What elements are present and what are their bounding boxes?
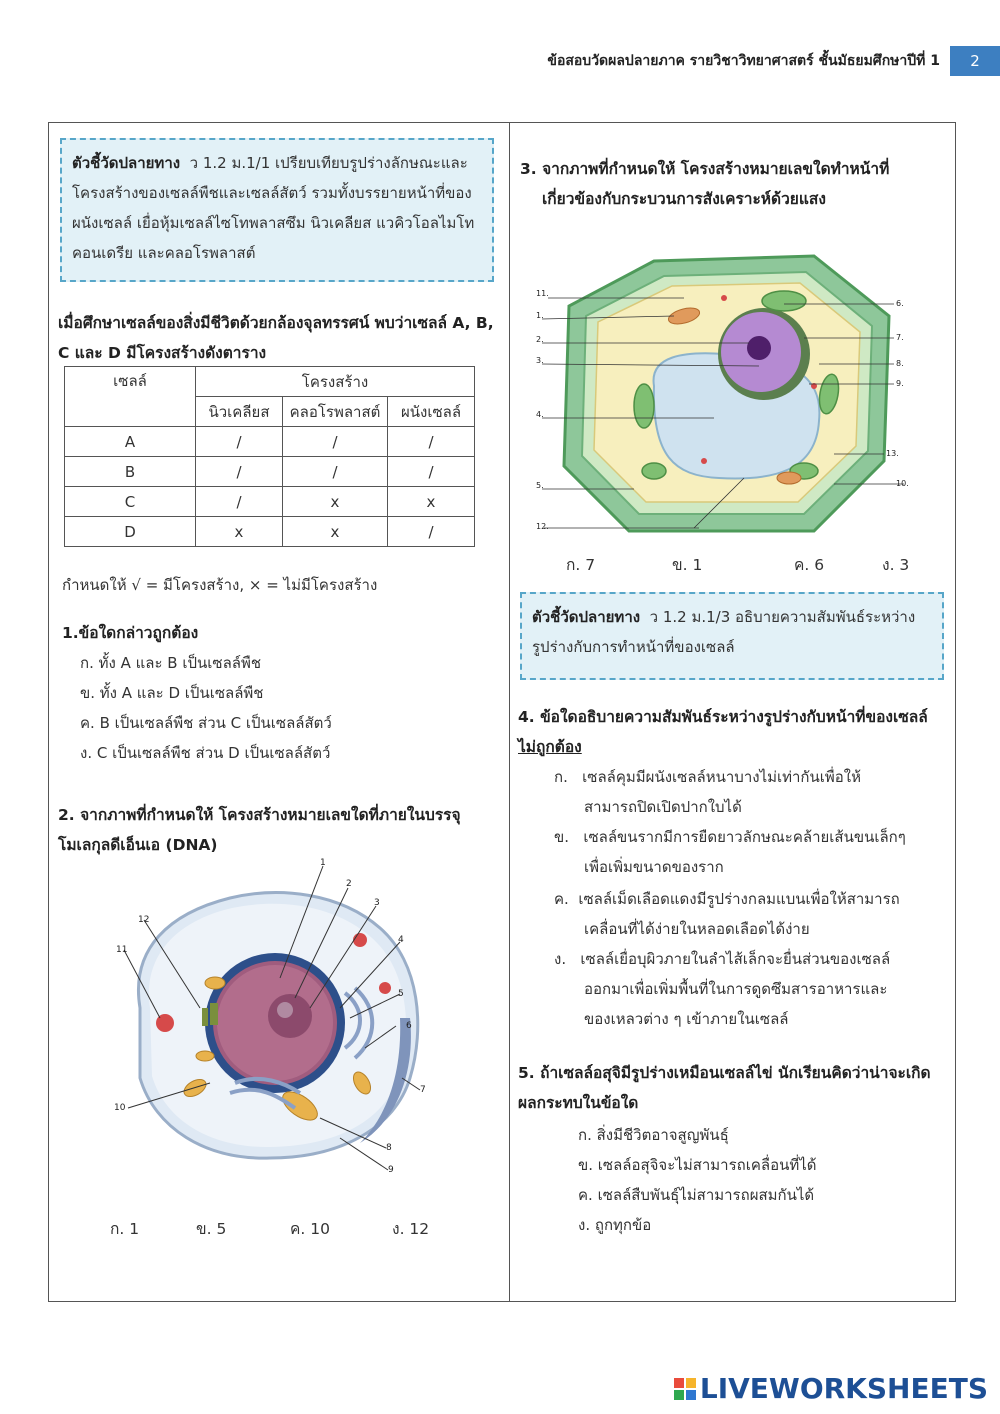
q4-question-text: 4. ข้อใดอธิบายความสัมพันธ์ระหว่างรูปร่างกับหน้าที่ของเซลล์ xyxy=(518,708,928,726)
row-value: x xyxy=(388,487,475,517)
q2-choice-d[interactable]: ง. 12 xyxy=(392,1220,430,1238)
diagram-label: 3 xyxy=(374,898,380,908)
q4-option-a[interactable] xyxy=(554,762,861,792)
q4-option-d[interactable] xyxy=(554,944,890,974)
column-divider xyxy=(509,122,510,1302)
diagram-label: 11. xyxy=(536,289,549,298)
row-value: / xyxy=(283,427,388,457)
row-value: x xyxy=(283,487,388,517)
option-text-cont: ของเหลวต่าง ๆ เข้าภายในเซลล์ xyxy=(584,1010,789,1028)
option-key: ง. xyxy=(554,950,567,968)
row-cell-name: D xyxy=(65,517,196,547)
option-text-cont: เพื่อเพิ่มขนาดของราก xyxy=(584,858,724,876)
indicator-text: ว 1.2 ม.1/1 เปรียบเทียบรูปร่างลักษณะและโครงสร้างของเซลล์พืชและเซลล์สัตว์ รวมทั้งบรรยายหน้าที่ของผนังเซลล์ เยื่อหุ้มเซลล์ไซโทพลาสซึม นิวเคลียส แวคิวโอลไมโทคอนเดรีย และคลอโรพลาสต์ xyxy=(72,154,475,262)
table-row xyxy=(65,487,475,517)
header-structure: โครงสร้าง xyxy=(196,367,475,397)
header-chloroplast: คลอโรพลาสต์ xyxy=(283,397,388,427)
q3-choice-d[interactable]: ง. 3 xyxy=(882,556,910,574)
option-key: ข. xyxy=(554,828,570,846)
q1-option-b[interactable]: ข. ทั้ง A และ D เป็นเซลล์พืช xyxy=(80,684,264,702)
diagram-label: 7. xyxy=(896,333,904,342)
page-number: 2 xyxy=(950,46,1000,76)
table-legend: กำหนดให้ √ = มีโครงสร้าง, × = ไม่มีโครงสร้าง xyxy=(62,576,378,594)
page-header xyxy=(0,46,1000,76)
q5-option-b[interactable]: ข. เซลล์อสุจิจะไม่สามารถเคลื่อนที่ได้ xyxy=(578,1156,817,1174)
indicator-box-2 xyxy=(520,592,944,680)
brand-text: LIVEWORKSHEETS xyxy=(699,1372,988,1405)
header-cell-wall: ผนังเซลล์ xyxy=(388,397,475,427)
q4-question-negation: ไม่ถูกต้อง xyxy=(518,738,582,756)
diagram-label: 8. xyxy=(896,359,904,368)
row-value: / xyxy=(388,457,475,487)
option-text-cont: ออกมาเพื่อเพิ่มพื้นที่ในการดูดซึมสารอาหารและ xyxy=(584,980,888,998)
diagram-label: 6 xyxy=(406,1021,412,1031)
option-text: เซลล์เม็ดเลือดแดงมีรูปร่างกลมแบนเพื่อให้สามารถ xyxy=(578,890,900,908)
row-value: x xyxy=(196,517,283,547)
q5-option-d[interactable]: ง. ถูกทุกข้อ xyxy=(578,1216,652,1234)
option-key: ก. xyxy=(554,768,568,786)
q2-question: 2. จากภาพที่กำหนดให้ โครงสร้างหมายเลขใดที่ภายในบรรจุโมเลกุลดีเอ็นเอ (DNA) xyxy=(58,806,461,854)
diagram-label: 9. xyxy=(896,379,904,388)
option-text-cont: สามารถปิดเปิดปากใบได้ xyxy=(584,798,742,816)
diagram-label: 4. xyxy=(536,410,544,419)
q4-option-b[interactable] xyxy=(554,822,906,852)
diagram-label: 12 xyxy=(138,915,150,925)
row-cell-name: B xyxy=(65,457,196,487)
header-nucleus: นิวเคลียส xyxy=(196,397,283,427)
q4-question xyxy=(518,702,948,762)
row-value: / xyxy=(283,457,388,487)
option-key: ค. xyxy=(554,890,569,908)
q3-question-line2: เกี่ยวข้องกับกระบวนการสังเคราะห์ด้วยแสง xyxy=(542,190,826,208)
table-row xyxy=(65,517,475,547)
q1-question: 1.ข้อใดกล่าวถูกต้อง xyxy=(62,624,199,642)
diagram-label: 3. xyxy=(536,356,544,365)
indicator-text: ว 1.2 ม.1/3 อธิบายความสัมพันธ์ระหว่างรูปร่างกับการทำหน้าที่ของเซลล์ xyxy=(532,608,916,656)
diagram-label: 6. xyxy=(896,299,904,308)
diagram-label: 1 xyxy=(320,858,326,868)
table-row xyxy=(65,457,475,487)
diagram-label: 5. xyxy=(536,481,544,490)
row-value: / xyxy=(388,427,475,457)
q3-choice-a[interactable]: ก. 7 xyxy=(566,556,596,574)
option-text: เซลล์คุมมีผนังเซลล์หนาบางไม่เท่ากันเพื่อให้ xyxy=(582,768,862,786)
q4-option-c[interactable] xyxy=(554,884,900,914)
option-text-cont: เคลื่อนที่ได้ง่ายในหลอดเลือดได้ง่าย xyxy=(584,920,810,938)
q5-option-c[interactable]: ค. เซลล์สืบพันธุ์ไม่สามารถผสมกันได้ xyxy=(578,1186,815,1204)
q3-choice-c[interactable]: ค. 6 xyxy=(794,556,825,574)
row-value: / xyxy=(196,457,283,487)
diagram-label: 10. xyxy=(896,479,909,488)
row-value: / xyxy=(196,427,283,457)
exam-title: ข้อสอบวัดผลปลายภาค รายวิชาวิทยาศาสตร์ ชั้นมัธยมศึกษาปีที่ 1 xyxy=(547,53,940,69)
diagram-label: 4 xyxy=(398,935,404,945)
diagram-label: 2 xyxy=(346,879,352,889)
row-value: / xyxy=(388,517,475,547)
indicator-label: ตัวชี้วัดปลายทาง xyxy=(72,154,181,172)
diagram-label: 8 xyxy=(386,1143,392,1153)
row-cell-name: A xyxy=(65,427,196,457)
q2-choice-b[interactable]: ข. 5 xyxy=(196,1220,227,1238)
q2-choice-a[interactable]: ก. 1 xyxy=(110,1220,140,1238)
liveworksheets-logo xyxy=(674,1372,988,1405)
q1-option-a[interactable]: ก. ทั้ง A และ B เป็นเซลล์พืช xyxy=(80,654,262,672)
diagram-label: 7 xyxy=(420,1085,426,1095)
plant-cell-diagram xyxy=(534,246,914,536)
q1-option-c[interactable]: ค. B เป็นเซลล์พืช ส่วน C เป็นเซลล์สัตว์ xyxy=(80,714,332,732)
q3-choice-b[interactable]: ข. 1 xyxy=(672,556,703,574)
diagram-label: 11 xyxy=(116,945,128,955)
q3-question-line1: 3. จากภาพที่กำหนดให้ โครงสร้างหมายเลขใดทำหน้าที่ xyxy=(520,160,890,178)
q1-option-d[interactable]: ง. C เป็นเซลล์พืช ส่วน D เป็นเซลล์สัตว์ xyxy=(80,744,331,762)
option-text: เซลล์ขนรากมีการยืดยาวลักษณะคล้ายเส้นขนเล็กๆ xyxy=(583,828,906,846)
diagram-label: 2. xyxy=(536,335,544,344)
diagram-label: 12. xyxy=(536,522,549,531)
row-value: x xyxy=(283,517,388,547)
indicator-box-1 xyxy=(60,138,494,282)
row-value: / xyxy=(196,487,283,517)
liveworksheets-icon xyxy=(674,1378,696,1400)
diagram-label: 13. xyxy=(886,449,899,458)
q5-option-a[interactable]: ก. สิ่งมีชีวิตอาจสูญพันธุ์ xyxy=(578,1126,729,1144)
diagram-label: 9 xyxy=(388,1165,394,1175)
diagram-label: 5 xyxy=(398,989,404,999)
animal-cell-diagram xyxy=(110,858,440,1178)
row-cell-name: C xyxy=(65,487,196,517)
option-text: เซลล์เยื่อบุผิวภายในลำไส้เล็กจะยื่นส่วนของเซลล์ xyxy=(580,950,891,968)
table-row xyxy=(65,427,475,457)
q5-question: 5. ถ้าเซลล์อสุจิมีรูปร่างเหมือนเซลล์ไข่ นักเรียนคิดว่าน่าจะเกิดผลกระทบในข้อใด xyxy=(518,1064,931,1112)
diagram-label: 1. xyxy=(536,311,544,320)
cell-structure-table xyxy=(64,366,475,547)
indicator-label: ตัวชี้วัดปลายทาง xyxy=(532,608,641,626)
table-intro: เมื่อศึกษาเซลล์ของสิ่งมีชีวิตด้วยกล้องจุลทรรศน์ พบว่าเซลล์ A, B, C และ D มีโครงสร้างดังตาราง xyxy=(58,314,494,362)
q2-choice-c[interactable]: ค. 10 xyxy=(290,1220,330,1238)
header-cell: เซลล์ xyxy=(65,367,196,427)
diagram-label: 10 xyxy=(114,1103,126,1113)
